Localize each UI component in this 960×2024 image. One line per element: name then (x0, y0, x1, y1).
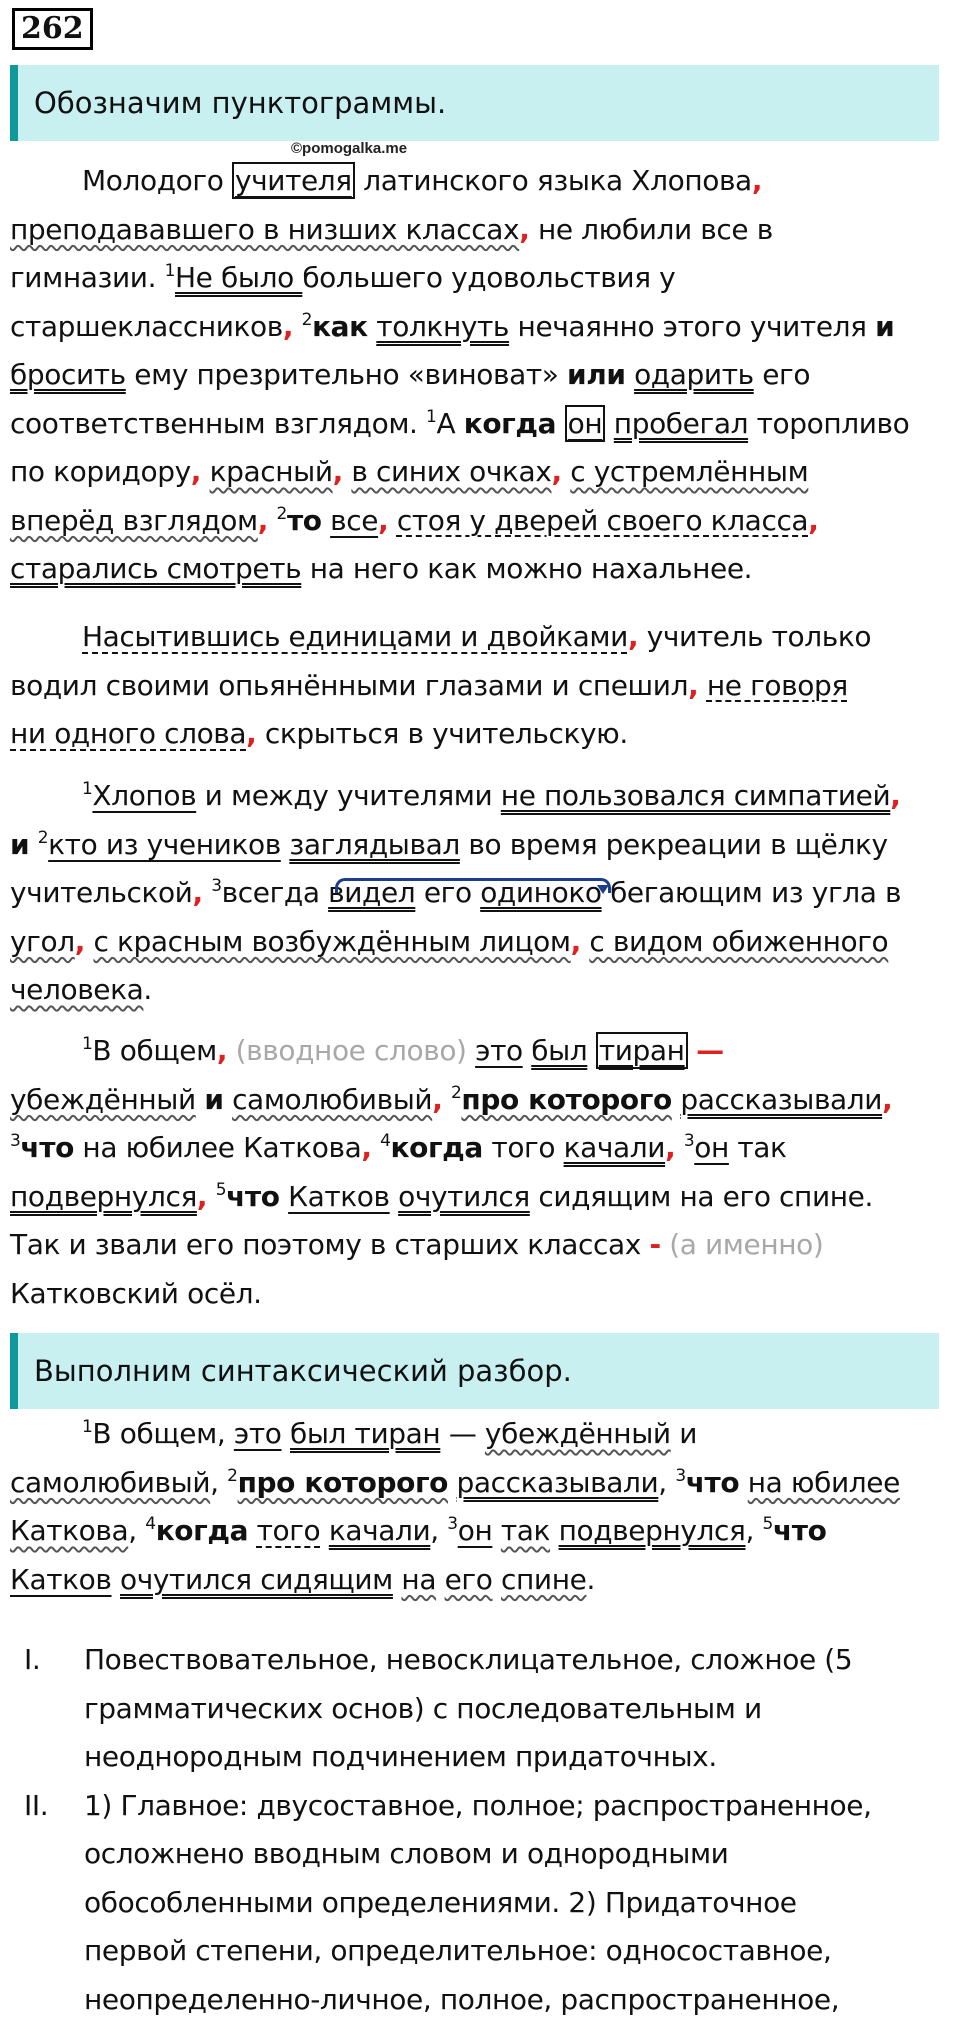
punct-mark: , (571, 925, 581, 958)
text-line: ни одного слова, скрыться в учительскую. (10, 710, 950, 759)
text-line: $^1$В общем, (вводное слово) это был тиран — (10, 1027, 950, 1076)
text-line: $^1$В общем, это был тиран — убеждённый и (10, 1410, 950, 1459)
punct-mark: , (283, 310, 293, 343)
section-title-text: Выполним синтаксический разбор. (34, 1354, 572, 1388)
dependency-arc (335, 878, 611, 893)
punct-mark: , (890, 779, 900, 812)
boxed-word: учителя (232, 162, 355, 199)
text-line: старались смотреть на него как можно нахальнее. (10, 545, 950, 594)
text-line: старшеклассников, $^2$как толкнуть нечаянно этого учителя и (10, 303, 950, 352)
list-line: неопределенно-личное, полное, распространенное, (84, 1976, 950, 2024)
text-line: Так и звали его поэтому в старших классах - (а именно) (10, 1221, 950, 1270)
text-line: убеждённый и самолюбивый, $^2$про которого рассказывали, (10, 1076, 950, 1125)
punct-mark: , (882, 1083, 892, 1116)
punct-mark: , (688, 669, 698, 702)
punct-mark: , (752, 164, 762, 197)
list-marker: I. (24, 1636, 40, 1685)
punct-mark: - (649, 1228, 660, 1261)
punct-mark: , (192, 876, 202, 909)
punct-mark: , (246, 717, 256, 750)
analysis-list (10, 1636, 950, 2024)
punct-mark: , (628, 620, 638, 653)
text-line: Насытившись единицами и двойками, учитель только (10, 613, 950, 662)
arc-arrow-icon (597, 885, 609, 894)
paragraph-4 (10, 1027, 950, 1318)
section-title-punctograms (10, 65, 939, 141)
section-title-parsing (10, 1333, 939, 1409)
punct-mark: , (551, 455, 561, 488)
punct-mark: , (808, 504, 818, 537)
punct-mark: , (665, 1131, 675, 1164)
text-line: самолюбивый, $^2$про которого рассказывали, $^3$что на юбилее (10, 1459, 950, 1508)
punct-mark: — (696, 1034, 724, 1067)
list-line: первой степени, определительное: односоставное, (84, 1927, 950, 1976)
text-line: $^1$Хлопов и между учителями не пользовался симпатией, (10, 772, 950, 821)
task-number: 262 (12, 8, 93, 50)
punct-mark: , (378, 504, 388, 537)
punct-mark: , (191, 455, 201, 488)
list-line: осложнено вводным словом и однородными (84, 1830, 950, 1879)
list-line: Повествовательное, невосклицательное, сложное (5 (84, 1636, 950, 1685)
text-line: преподававшего в низших классах, не любили все в (10, 206, 950, 255)
text-line: угол, с красным возбуждённым лицом, с видом обиженного (10, 918, 950, 967)
text-line: Катковский осёл. (10, 1270, 950, 1319)
text-line: по коридору, красный, в синих очках, с устремлённым (10, 448, 950, 497)
note-text: (вводное слово) (236, 1034, 467, 1067)
list-line: неоднородным подчинением придаточных. (84, 1733, 950, 1782)
parsed-sentence (10, 1410, 950, 1604)
punct-mark: , (361, 1131, 371, 1164)
punct-mark: , (258, 504, 268, 537)
text-line: учительской, $^3$всегда видел его одиноко бегающим из угла в (10, 869, 950, 918)
boxed-word: он (565, 405, 606, 442)
text-line: бросить ему презрительно «виноват» или одарить его (10, 351, 950, 400)
text-line: человека. (10, 966, 950, 1015)
text-line: водил своими опьянёнными глазами и спешил, не говоря (10, 662, 950, 711)
paragraph-2 (10, 613, 950, 759)
text-line: подвернулся, $^5$что Катков очутился сидящим на его спине. (10, 1173, 950, 1222)
punct-mark: , (217, 1034, 227, 1067)
text-line: $^3$что на юбилее Каткова, $^4$когда того качали, $^3$он так (10, 1124, 950, 1173)
paragraph-3 (10, 772, 950, 1015)
list-line: 1) Главное: двусоставное, полное; распространенное, (84, 1782, 950, 1831)
list-item (10, 1636, 950, 1782)
watermark: ©pomogalka.me (291, 140, 407, 157)
text-line: гимназии. $^1$Не было большего удовольствия у (10, 254, 950, 303)
text-line: вперёд взглядом, $^2$то все, стоя у дверей своего класса, (10, 497, 950, 546)
note-text: (а именно) (669, 1228, 823, 1261)
list-line: обособленными определениями. 2) Придаточное (84, 1879, 950, 1928)
punct-mark: , (432, 1083, 442, 1116)
punct-mark: , (197, 1180, 207, 1213)
punct-mark: , (333, 455, 343, 488)
paragraph-1 (10, 157, 950, 594)
list-line: грамматических основ) с последовательным и (84, 1685, 950, 1734)
text-line: и $^2$кто из учеников заглядывал во время рекреации в щёлку (10, 821, 950, 870)
punct-mark: , (75, 925, 85, 958)
punct-mark: , (519, 213, 529, 246)
section-title-text: Обозначим пунктограммы. (34, 86, 446, 120)
text-line: Каткова, $^4$когда того качали, $^3$он так подвернулся, $^5$что (10, 1507, 950, 1556)
boxed-word: тиран (596, 1032, 688, 1069)
text-line: соответственным взглядом. $^1$А когда он пробегал торопливо (10, 400, 950, 449)
text-line: Молодого учителя латинского языка Хлопова, (10, 157, 950, 206)
list-item (10, 1782, 950, 2024)
text-line: Катков очутился сидящим на его спине. (10, 1556, 950, 1605)
list-marker: II. (24, 1782, 48, 1831)
